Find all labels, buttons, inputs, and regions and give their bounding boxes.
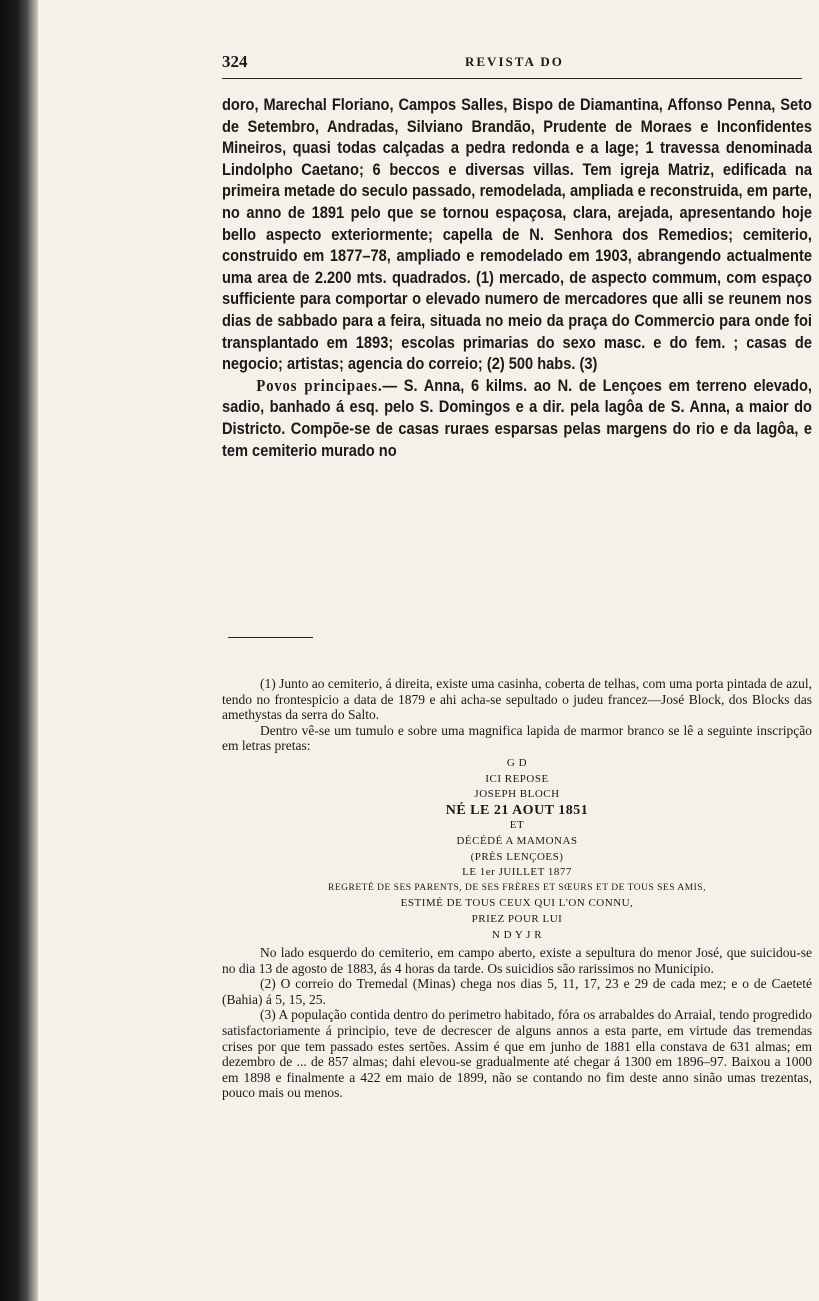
inscription-line: PRIEZ POUR LUI — [471, 912, 563, 925]
running-title: REVISTA DO — [465, 54, 564, 69]
book-binding-shadow — [0, 0, 38, 1301]
inscription-line: N D Y J R — [491, 928, 543, 941]
tombstone-inscription — [222, 756, 812, 943]
header-rule — [222, 78, 802, 79]
paragraph-1: doro, Marechal Floriano, Campos Salles, Bispo de Diamantina, Affonso Penna, Seto de Setembro, Andradas, Silviano Brandão, Prudente de Moraes e Inconfidentes Mineiros, quasi todas calçadas a pedra redonda e a lage; 1 travessa denominada Lindolpho Caetano; 6 beccos e diversas villas. Tem igreja Matriz, edificada na primeira metade do seculo passado, remodelada, ampliada e reconstruida, em parte, no anno de 1891 pelo que se tornou espaçosa, clara, arejada, apresentando hoje bello aspecto exteriormente; capella de N. Senhora dos Remedios; cemiterio, construido em 1877–78, ampliado e remodelado em 1903, abrangendo actualmente uma area de 2.200 mts. quadrados. (1) mercado, de aspecto commum, com espaço sufficiente para comportar o elevado numero de mercadores que alli se reunem nos dias de sabbado para a feira, situada no meio da praça do Commercio para onde foi transplantado em 1893; escolas primarias do sexo masc. e do fem. ; casas de negocio; artistas; agencia do correio; (2) 500 habs. (3) — [222, 95, 812, 374]
paragraph-2 — [222, 375, 812, 461]
footnote-1-end: No lado esquerdo do cemiterio, em campo aberto, existe a sepultura do menor José, que suicidou-se no dia 13 de agosto de 1883, ás 4 horas da tarde. Os suicidios são rarissimos no Municipio. — [222, 945, 812, 976]
inscription-line: (PRÈS LENÇOES) — [470, 850, 564, 863]
section-lead: Povos principaes. — [256, 375, 383, 395]
inscription-line: ET — [509, 819, 525, 832]
page-number: 324 — [222, 52, 248, 71]
inscription-line: ICI REPOSE — [485, 772, 549, 785]
footnote-2: (2) O correio do Tremedal (Minas) chega nos dias 5, 11, 17, 23 e 29 de cada mez; e o de Caeteté (Bahia) á 5, 15, 25. — [222, 976, 812, 1007]
inscription-line: G D — [506, 756, 528, 769]
page-header — [222, 52, 802, 76]
footnote-1: (1) Junto ao cemiterio, á direita, existe uma casinha, coberta de telhas, com uma porta pintada de azul, tendo no frontespicio a data de 1879 e ahi acha-se sepultado o judeu francez—José Block, dos Blocks das amethystas da serra do Salto. — [222, 676, 812, 723]
main-text — [222, 94, 812, 461]
inscription-line: LE 1er JUILLET 1877 — [462, 866, 572, 879]
footnotes — [222, 676, 812, 1101]
paragraph-2-text: — S. Anna, 6 kilms. ao N. de Lençoes em terreno elevado, sadio, banhado á esq. pelo S. Domingos e a dir. pela lagôa de S. Anna, a maior do Districto. Compõe-se de casas ruraes esparsas pelas margens do rio e da lagôa, e tem cemiterio murado no — [222, 375, 812, 460]
inscription-line: REGRETÉ DE SES PARENTS, DE SES FRÈRES ET SŒURS ET DE TOUS SES AMIS, — [328, 882, 706, 893]
footnote-rule — [228, 637, 313, 638]
footnote-1-continued: Dentro vê-se um tumulo e sobre uma magnifica lapida de marmor branco se lê a seguinte inscripção em letras pretas: — [222, 722, 812, 754]
inscription-line: NÉ LE 21 AOUT 1851 — [445, 802, 589, 818]
inscription-line: ESTIMÉ DE TOUS CEUX QUI L'ON CONNU, — [400, 897, 634, 910]
inscription-line: DÉCÉDÉ A MAMONAS — [456, 834, 578, 847]
footnote-3: (3) A população contida dentro do perimetro habitado, fóra os arrabaldes do Arraial, tendo progredido satisfactoriamente á principio, teve de decrescer de alguns annos a esta parte, em virtude das tremendas crises por que tem passado estes sertões. Assim é que em junho de 1881 ella constava de 631 almas; em dezembro de ... de 857 almas; dahi elevou-se gradualmente até chegar á 1300 em 1896–97. Baixou a 1000 em 1898 e finalmente a 422 em maio de 1899, não se contando no fim deste anno sinão umas trezentas, pouco mais ou menos. — [222, 1007, 812, 1101]
inscription-line: JOSEPH BLOCH — [474, 788, 560, 801]
